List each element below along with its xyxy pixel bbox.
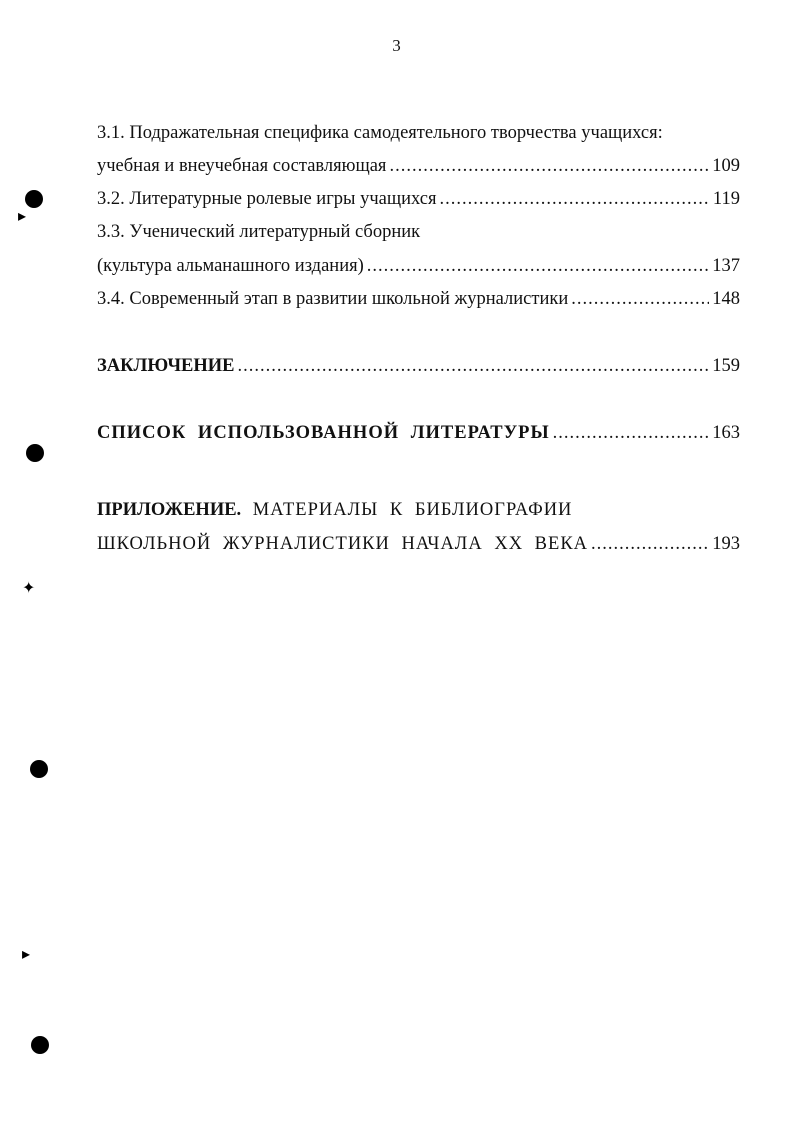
dot-leader [238,352,710,380]
toc-entry-text: 3.2. Литературные ролевые игры учащихся [97,189,437,209]
dot-leader [389,152,709,180]
dot-leader [439,185,709,213]
toc-page-number: 163 [712,423,740,443]
toc-page-number: 109 [712,156,740,176]
binder-hole-1 [25,190,43,208]
scan-mark-1: ▸ [18,208,27,225]
toc-entry-bibliography[interactable] [97,419,740,447]
binder-hole-3 [30,760,48,778]
binder-hole-4 [31,1036,49,1054]
toc-entry-text: 3.3. Ученический литературный сборник [97,222,421,242]
toc-entry-3-3[interactable] [97,252,740,280]
toc-page-number: 119 [712,189,740,209]
toc-entry-text: 3.1. Подражательная специфика самодеятельного творчества учащихся: [97,123,663,143]
appendix-title-part1: МАТЕРИАЛЫ К БИБЛИОГРАФИИ [241,500,573,520]
toc-entry-text: СПИСОК ИСПОЛЬЗОВАННОЙ ЛИТЕРАТУРЫ [97,423,550,443]
toc-entry-text: ШКОЛЬНОЙ ЖУРНАЛИСТИКИ НАЧАЛА XX ВЕКА [97,534,589,554]
toc-entry-3-2[interactable] [97,185,740,213]
dot-leader [553,419,710,447]
toc-page-number: 137 [712,256,740,276]
toc-entry-3-1-line1 [97,119,740,147]
toc-entry-text [97,496,572,524]
toc-entry-3-1[interactable] [97,152,740,180]
toc-entry-3-4[interactable] [97,285,740,313]
toc-entry-text: учебная и внеучебная составляющая [97,156,387,176]
toc-page-number: 148 [712,289,740,309]
dot-leader [571,285,709,313]
toc-entry-appendix-line1 [97,496,740,524]
binder-hole-2 [26,444,44,462]
toc-entry-3-3-line1 [97,218,740,246]
appendix-label: ПРИЛОЖЕНИЕ. [97,500,242,520]
toc-entry-appendix[interactable] [97,530,740,558]
scan-mark-2: ✦ [22,580,36,597]
page-number: 3 [392,36,401,55]
scan-mark-3: ▸ [22,946,31,963]
toc-entry-text: ЗАКЛЮЧЕНИЕ [97,356,235,376]
toc-entry-text: 3.4. Современный этап в развитии школьной журналистики [97,289,569,309]
dot-leader [367,252,709,280]
toc-entry-text: (культура альманашного издания) [97,256,364,276]
toc-page-number: 193 [712,534,740,554]
toc-page-number: 159 [712,356,740,376]
dot-leader [591,530,709,558]
toc-entry-conclusion[interactable] [97,352,740,380]
